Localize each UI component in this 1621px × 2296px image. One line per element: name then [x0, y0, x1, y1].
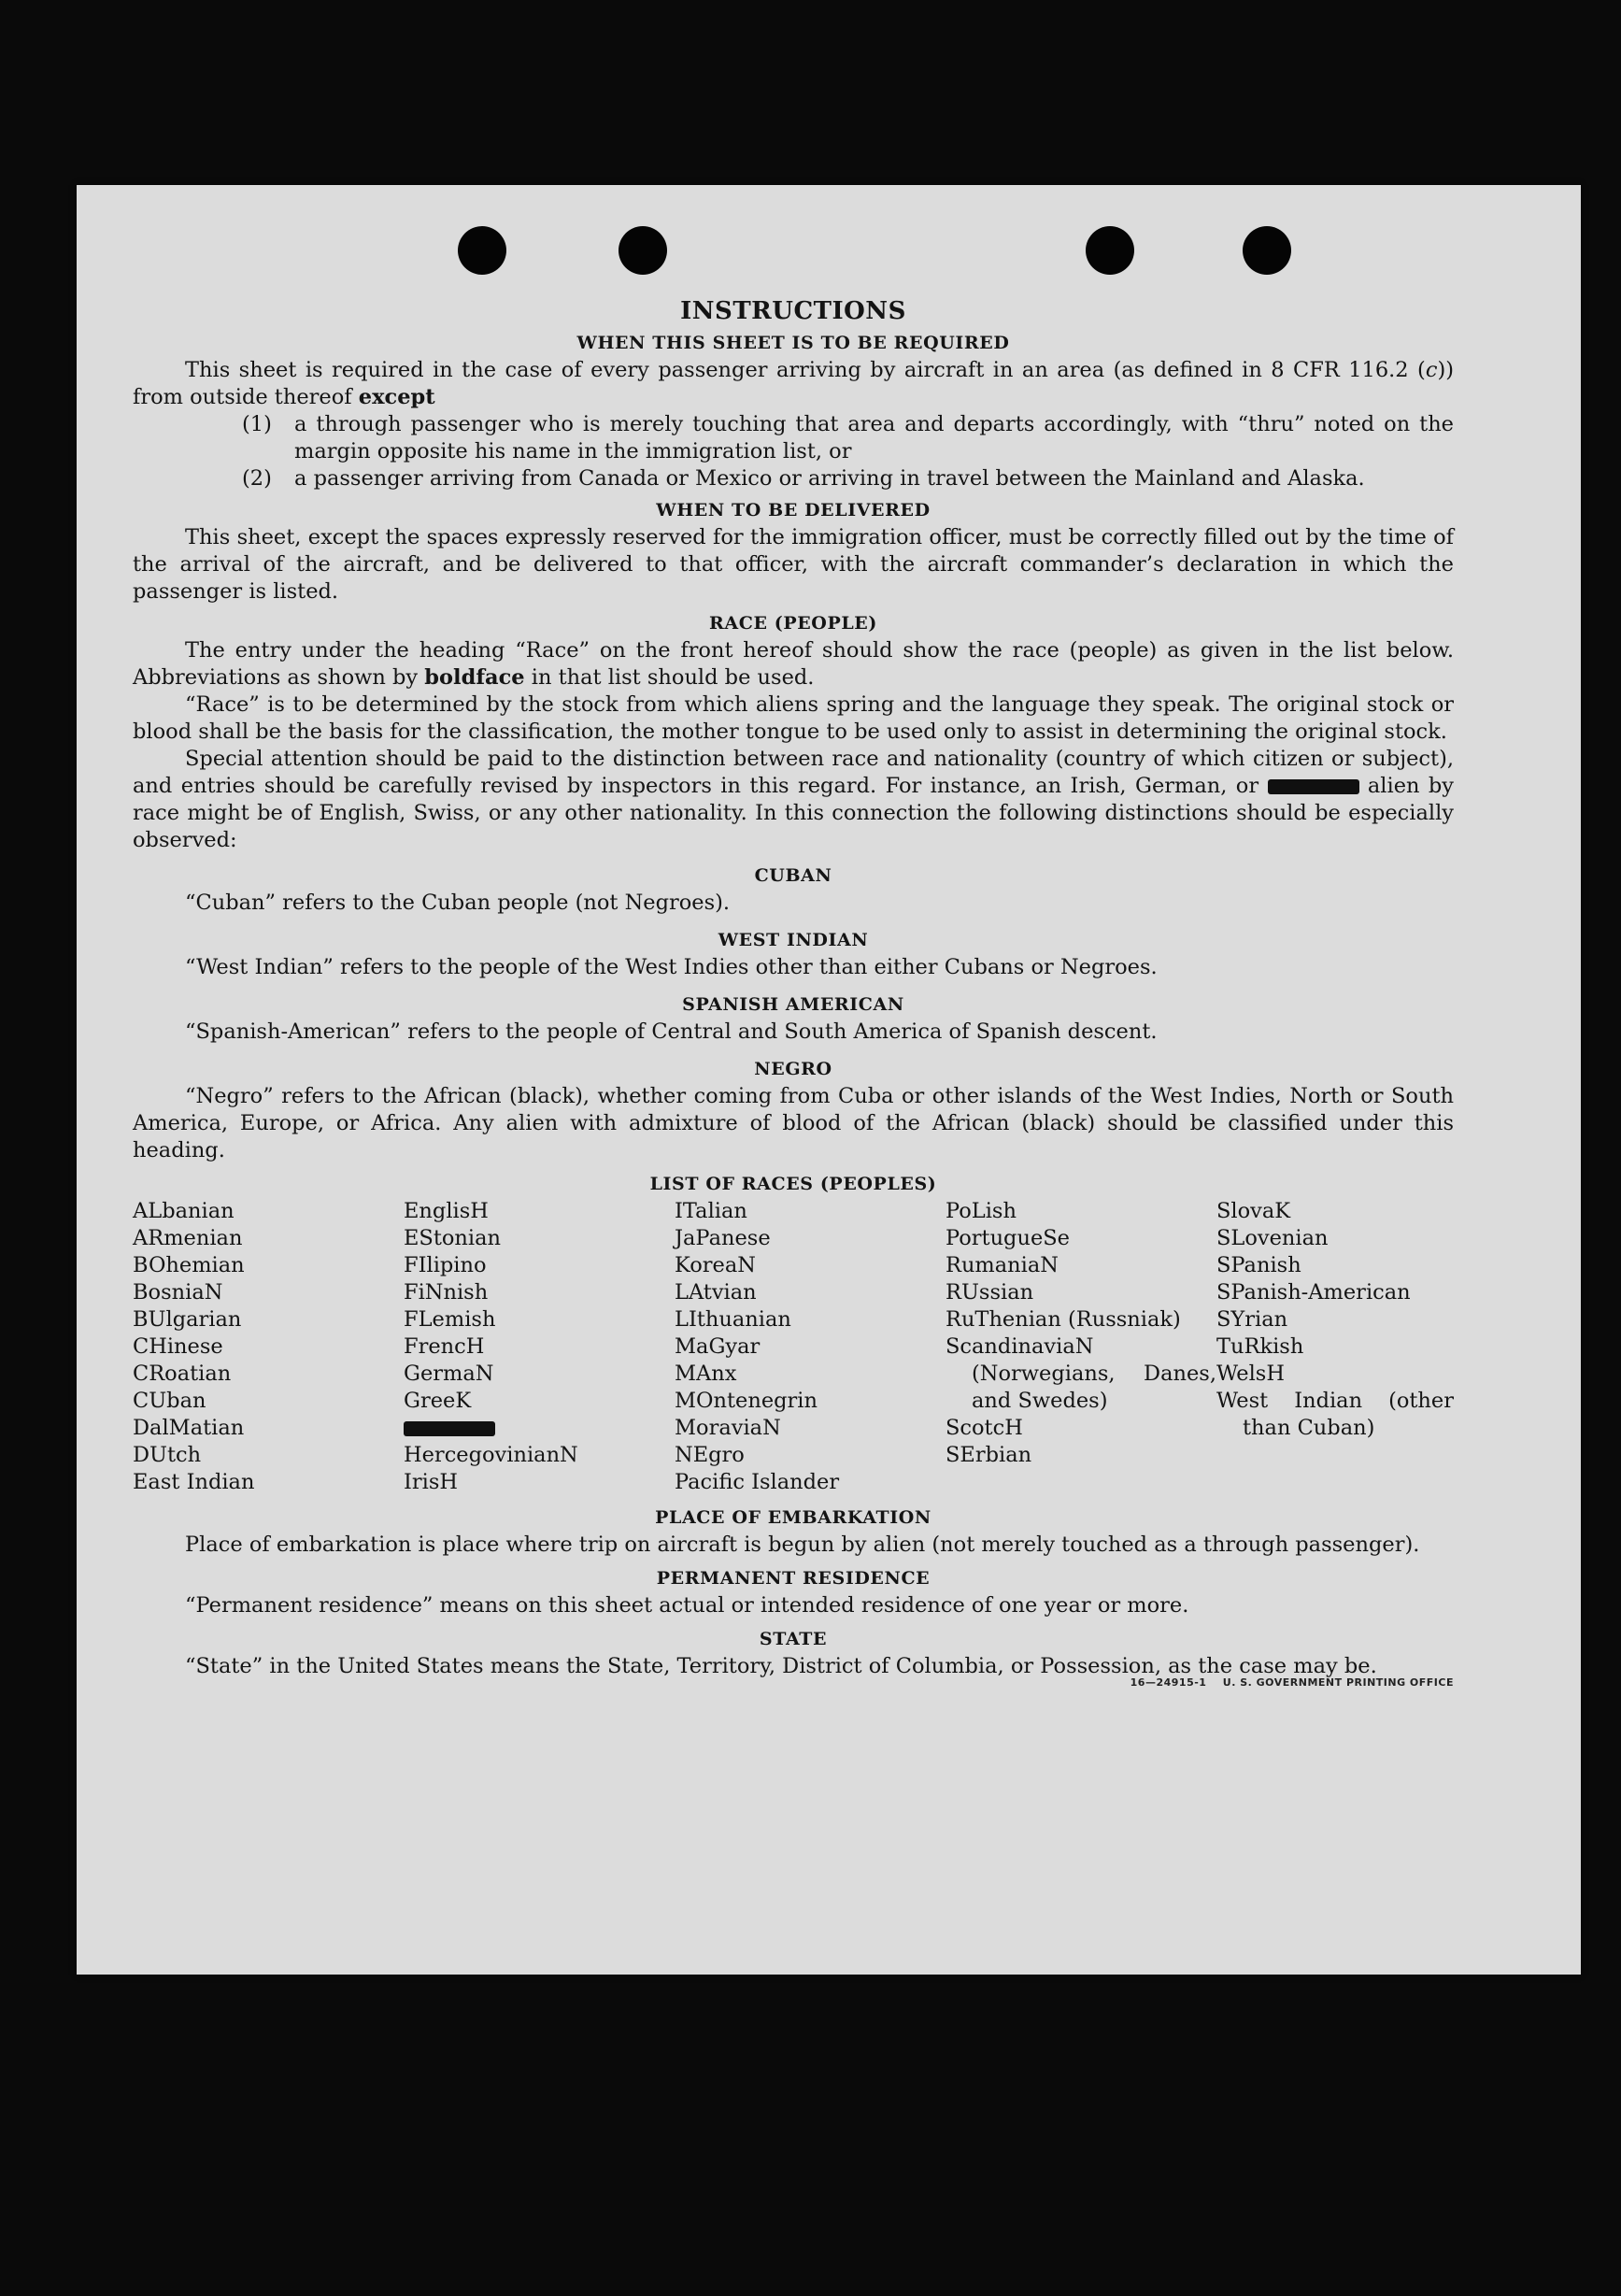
list-item: RumaniaN — [946, 1253, 1059, 1277]
list-item: WelsH — [1216, 1362, 1285, 1386]
list-item: SLovenian — [1216, 1226, 1329, 1250]
list-item: DalMatian — [133, 1416, 245, 1440]
list-item: JaPanese — [675, 1226, 771, 1250]
list-item — [404, 1415, 675, 1442]
list-item: EStonian — [404, 1226, 502, 1250]
race-paragraph-3: Special attention should be paid to the distinction between race and nationality (country of which citizen or subject), and entries should be carefully revised by inspectors in this regard. For instance, an Irish, German, or alien by race might be of English, Swiss, or any other nationality. In this connection the following distinctions should be especially observed: — [133, 747, 1455, 852]
list-item: RUssian — [946, 1280, 1034, 1305]
residence-text: “Permanent residence” means on this sheet actual or intended residence of one year or more. — [185, 1593, 1189, 1618]
list-item: SPanish-American — [1216, 1280, 1411, 1305]
redaction-mark — [1268, 779, 1359, 794]
list-item: HercegovinianN — [404, 1443, 578, 1467]
list-item: EnglisH — [404, 1199, 489, 1223]
when-delivered-text: This sheet, except the spaces expressly reserved for the immigration officer, must be correctly filled out by the time of the arrival of the aircraft, and be delivered to that officer, with the aircraft commander’s declaration in which the passenger is listed. — [133, 525, 1454, 604]
list-item: ARmenian — [133, 1226, 243, 1250]
heading-spanish-american: SPANISH AMERICAN — [682, 994, 904, 1015]
list-item: RuThenian (Russniak) — [946, 1307, 1181, 1332]
race-paragraph-1: The entry under the heading “Race” on the front hereof should show the race (people) as given in the list below. Abbreviations as shown by boldface in that list should be used. — [133, 638, 1454, 690]
punch-hole — [619, 226, 667, 275]
races-column-2 — [404, 1198, 675, 1496]
list-item: GermaN — [404, 1362, 494, 1386]
cuban-text: “Cuban” refers to the Cuban people (not Negroes). — [185, 891, 731, 915]
heading-when-delivered: WHEN TO BE DELIVERED — [656, 500, 931, 521]
heading-state: STATE — [759, 1629, 828, 1649]
list-item: West Indian (other than Cuban) — [1216, 1389, 1454, 1440]
when-required-intro: This sheet is required in the case of every passenger arriving by aircraft in an area (as defined in 8 CFR 116.2 (c)) from outside thereof except — [133, 358, 1454, 409]
heading-race: RACE (PEOPLE) — [709, 613, 877, 634]
list-item: GreeK — [404, 1389, 472, 1413]
races-column-3 — [675, 1198, 946, 1496]
list-item: IrisH — [404, 1470, 459, 1494]
list-item: ScotcH — [946, 1416, 1023, 1440]
list-item: TuRkish — [1216, 1334, 1304, 1359]
heading-permanent-residence: PERMANENT RESIDENCE — [656, 1568, 931, 1589]
list-item: MaGyar — [675, 1334, 761, 1359]
list-item: BUlgarian — [133, 1307, 242, 1332]
heading-when-required: WHEN THIS SHEET IS TO BE REQUIRED — [576, 333, 1010, 353]
page-title: INSTRUCTIONS — [680, 297, 906, 325]
document-sheet — [77, 185, 1581, 1975]
list-item: East Indian — [133, 1470, 255, 1494]
negro-text: “Negro” refers to the African (black), whether coming from Cuba or other islands of the West Indies, North or South America, Europe, or Africa. Any alien with admixture of blood of the African (black) should be classified under this heading. — [133, 1084, 1454, 1162]
list-item: KoreaN — [675, 1253, 756, 1277]
list-item: ScandinaviaN (Norwegians, Danes, and Swedes) — [946, 1334, 1216, 1413]
races-column-1 — [133, 1198, 404, 1496]
list-item: MoraviaN — [675, 1416, 781, 1440]
list-item: FIlipino — [404, 1253, 487, 1277]
form-number: 16—24915-1 U. S. GOVERNMENT PRINTING OFFICE — [1130, 1676, 1454, 1689]
list-item: PortugueSe — [946, 1226, 1071, 1250]
list-item: Pacific Islander — [675, 1470, 840, 1494]
list-item: ITalian — [675, 1199, 747, 1223]
race-paragraph-2: “Race” is to be determined by the stock from which aliens spring and the language they speak. The original stock or blood shall be the basis for the classification, the mother tongue to be used only to assist in determining the original stock. — [133, 692, 1454, 744]
races-column-4 — [946, 1198, 1216, 1496]
punch-hole — [1086, 226, 1134, 275]
list-item: SlovaK — [1216, 1199, 1291, 1223]
list-item: ALbanian — [133, 1199, 235, 1223]
races-list — [133, 1198, 1454, 1496]
list-item: MOntenegrin — [675, 1389, 818, 1413]
list-item: PoLish — [946, 1199, 1017, 1223]
list-item: LIthuanian — [675, 1307, 791, 1332]
exception-item-1: (1) a through passenger who is merely touching that area and departs accordingly, with “thru” noted on the margin opposite his name in the immigration list, or — [242, 412, 1454, 463]
list-item: FLemish — [404, 1307, 496, 1332]
list-item: CRoatian — [133, 1362, 232, 1386]
heading-cuban: CUBAN — [754, 865, 832, 886]
list-item: DUtch — [133, 1443, 202, 1467]
heading-embarkation: PLACE OF EMBARKATION — [655, 1507, 931, 1528]
punch-hole — [1243, 226, 1291, 275]
list-item: SYrian — [1216, 1307, 1288, 1332]
redaction-mark — [404, 1421, 495, 1436]
state-text: “State” in the United States means the State, Territory, District of Columbia, or Possession, as the case may be. — [185, 1654, 1377, 1678]
list-item: FiNnish — [404, 1280, 489, 1305]
list-item: CHinese — [133, 1334, 223, 1359]
heading-west-indian: WEST INDIAN — [718, 930, 869, 950]
exception-item-2: (2) a passenger arriving from Canada or Mexico or arriving in travel between the Mainland and Alaska. — [242, 466, 1365, 491]
list-item: LAtvian — [675, 1280, 757, 1305]
races-column-5 — [1216, 1198, 1454, 1496]
punch-hole — [458, 226, 506, 275]
list-item: SPanish — [1216, 1253, 1301, 1277]
list-item: BosniaN — [133, 1280, 223, 1305]
list-item: SErbian — [946, 1443, 1032, 1467]
heading-list-of-races: LIST OF RACES (PEOPLES) — [649, 1174, 937, 1194]
list-item: CUban — [133, 1389, 206, 1413]
heading-negro: NEGRO — [754, 1059, 832, 1079]
list-item: MAnx — [675, 1362, 737, 1386]
list-item: BOhemian — [133, 1253, 245, 1277]
embarkation-text: Place of embarkation is place where trip on aircraft is begun by alien (not merely touched as a through passenger). — [185, 1533, 1420, 1557]
spanish-american-text: “Spanish-American” refers to the people of Central and South America of Spanish descent. — [185, 1020, 1158, 1044]
west-indian-text: “West Indian” refers to the people of the West Indies other than either Cubans or Negroes. — [185, 955, 1158, 979]
list-item: NEgro — [675, 1443, 745, 1467]
list-item: FrencH — [404, 1334, 485, 1359]
instructions-body — [133, 297, 1454, 1692]
